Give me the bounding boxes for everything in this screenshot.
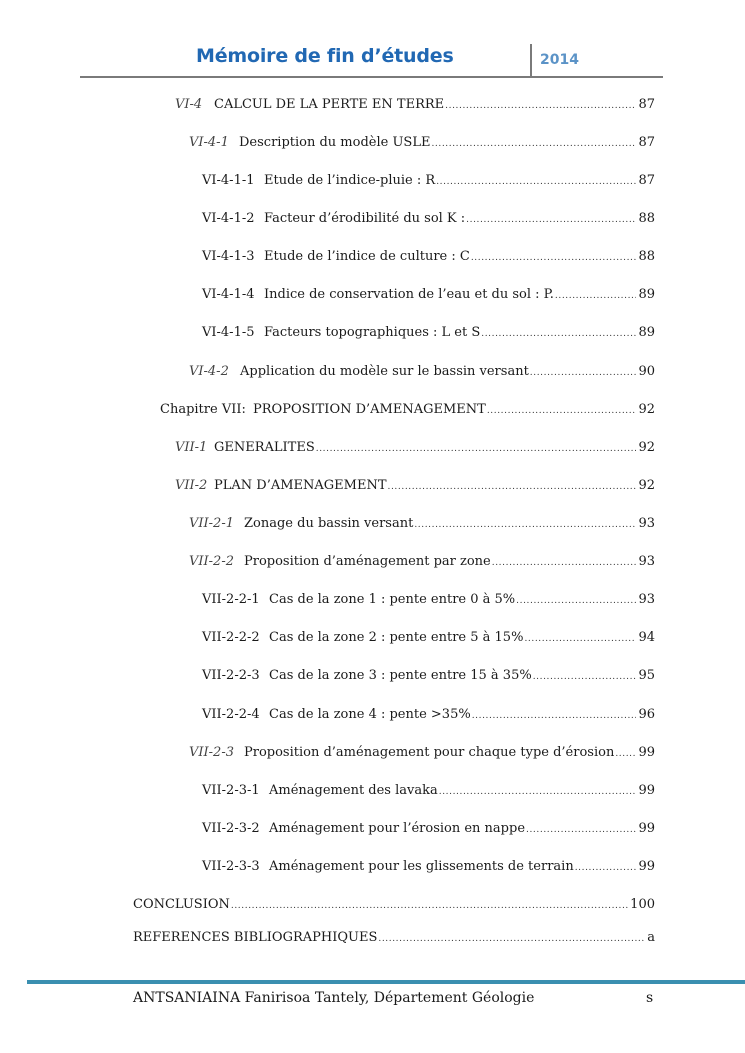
toc-entry[interactable]: [202, 324, 655, 342]
toc-entry-title: Etude de l’indice-pluie : R: [264, 173, 436, 188]
toc-leader-dots: [436, 173, 636, 191]
footer-divider: [27, 980, 745, 984]
toc-entry-number: VI-4-1-3: [202, 249, 255, 264]
toc-leader-dots: [471, 249, 637, 267]
toc-entry[interactable]: [175, 439, 655, 457]
toc-entry-title: GENERALITES: [214, 440, 315, 455]
toc-entry-page: 92: [638, 402, 655, 417]
toc-entry-title: CALCUL DE LA PERTE EN TERRE: [214, 97, 445, 112]
toc-entry-title: CONCLUSION: [133, 897, 230, 912]
toc-entry-title: Facteurs topographiques : L et S: [264, 325, 481, 340]
toc-leader-dots: [533, 668, 637, 686]
toc-entry-page: 99: [638, 745, 655, 760]
toc-entry-number: VI-4-2: [189, 364, 229, 379]
toc-entry[interactable]: [202, 286, 655, 304]
toc-leader-dots: [414, 516, 636, 534]
toc-leader-dots: [481, 325, 636, 343]
toc-entry-number: VI-4-1: [189, 135, 229, 150]
toc-entry-number: VII-2-1: [189, 516, 234, 531]
toc-leader-dots: [575, 859, 637, 877]
toc-entry-title: Application du modèle sur le bassin versant: [240, 364, 529, 379]
toc-entry[interactable]: [202, 210, 655, 228]
toc-entry-title: Cas de la zone 3 : pente entre 15 à 35%: [269, 668, 532, 683]
toc-entry[interactable]: [202, 172, 655, 190]
toc-entry-number: Chapitre VII:: [160, 402, 246, 417]
toc-entry-number: VII-2-3-1: [202, 783, 260, 798]
toc-entry-title: Aménagement pour l’érosion en nappe: [269, 821, 526, 836]
toc-entry-number: VII-2-2-2: [202, 630, 260, 645]
toc-entry[interactable]: [202, 820, 655, 838]
toc-entry-title: Description du modèle USLE: [239, 135, 431, 150]
footer-page-number: s: [646, 990, 654, 1006]
toc-entry-page: 92: [638, 440, 655, 455]
toc-entry-page: 89: [638, 325, 655, 340]
toc-entry-page: 93: [638, 554, 655, 569]
toc-entry-number: VII-2-3-2: [202, 821, 260, 836]
toc-entry-number: VII-2-2: [189, 554, 234, 569]
toc-entry-title: PROPOSITION D’AMENAGEMENT: [253, 402, 486, 417]
toc-entry-page: 99: [638, 859, 655, 874]
toc-leader-dots: [492, 554, 637, 572]
toc-entry-title: Facteur d’érodibilité du sol K :: [264, 211, 466, 226]
toc-entry-page: 90: [638, 364, 655, 379]
toc-leader-dots: [445, 97, 636, 115]
toc-entry-number: VI-4-1-1: [202, 173, 255, 188]
toc-entry-number: VII-2: [175, 478, 208, 493]
toc-entry-page: 92: [638, 478, 655, 493]
toc-entry-page: 99: [638, 821, 655, 836]
toc-entry-title: Cas de la zone 2 : pente entre 5 à 15%: [269, 630, 524, 645]
toc-entry[interactable]: [202, 782, 655, 800]
toc-entry-page: 87: [638, 97, 655, 112]
toc-entry[interactable]: [175, 96, 655, 114]
header-divider: [80, 76, 663, 78]
toc-entry-title: PLAN D’AMENAGEMENT: [214, 478, 387, 493]
toc-entry[interactable]: [202, 248, 655, 266]
toc-leader-dots: [555, 287, 637, 305]
toc-leader-dots: [378, 930, 645, 948]
toc-entry[interactable]: [133, 929, 655, 947]
toc-entry[interactable]: [189, 744, 655, 762]
toc-entry[interactable]: [202, 667, 655, 685]
toc-entry[interactable]: [189, 134, 655, 152]
toc-entry[interactable]: [189, 363, 655, 381]
toc-entry-title: Indice de conservation de l’eau et du sol : P.: [264, 287, 554, 302]
toc-entry-title: Etude de l’indice de culture : C: [264, 249, 470, 264]
toc-entry[interactable]: [202, 706, 655, 724]
toc-entry-page: 95: [638, 668, 655, 683]
toc-entry[interactable]: [202, 858, 655, 876]
toc-leader-dots: [487, 402, 637, 420]
toc-entry-number: VII-2-3-3: [202, 859, 260, 874]
toc-leader-dots: [439, 783, 637, 801]
header-separator: [530, 44, 532, 76]
toc-entry-title: Aménagement pour les glissements de terrain: [269, 859, 574, 874]
toc-entry-page: 93: [638, 516, 655, 531]
toc-leader-dots: [466, 211, 636, 229]
toc-leader-dots: [472, 707, 637, 725]
toc-leader-dots: [524, 630, 636, 648]
toc-entry-title: Cas de la zone 1 : pente entre 0 à 5%: [269, 592, 516, 607]
toc-entry-page: 89: [638, 287, 655, 302]
toc-entry-page: 88: [638, 249, 655, 264]
toc-entry[interactable]: [133, 896, 655, 914]
toc-entry-number: VI-4-1-4: [202, 287, 255, 302]
document-title: Mémoire de fin d’études: [196, 45, 454, 67]
toc-entry-number: VII-2-2-1: [202, 592, 260, 607]
toc-entry-number: VI-4-1-5: [202, 325, 255, 340]
toc-entry-page: 93: [638, 592, 655, 607]
toc-entry-title: Proposition d’aménagement pour chaque type d’érosion: [244, 745, 615, 760]
toc-entry-page: 94: [638, 630, 655, 645]
toc-entry-page: 96: [638, 707, 655, 722]
toc-entry-title: Zonage du bassin versant: [244, 516, 414, 531]
toc-entry-title: Cas de la zone 4 : pente >35%: [269, 707, 471, 722]
toc-entry-number: VII-2-2-3: [202, 668, 260, 683]
toc-entry-number: VII-2-2-4: [202, 707, 260, 722]
toc-entry-page: 88: [638, 211, 655, 226]
toc-entry[interactable]: [175, 477, 655, 495]
toc-entry-title: Proposition d’aménagement par zone: [244, 554, 491, 569]
toc-entry-title: REFERENCES BIBLIOGRAPHIQUES: [133, 930, 378, 945]
toc-leader-dots: [231, 897, 628, 915]
footer-author: ANTSANIAINA Fanirisoa Tantely, Département Géologie: [133, 990, 535, 1006]
toc-entry-number: VII-2-3: [189, 745, 234, 760]
toc-leader-dots: [526, 821, 636, 839]
toc-leader-dots: [388, 478, 637, 496]
toc-entry-number: VI-4: [175, 97, 203, 112]
toc-entry-title: Aménagement des lavaka: [269, 783, 438, 798]
toc-entry-page: 87: [638, 173, 655, 188]
toc-entry-page: a: [647, 930, 655, 945]
toc-leader-dots: [316, 440, 637, 458]
toc-entry[interactable]: [202, 591, 655, 609]
toc-entry[interactable]: [189, 515, 655, 533]
toc-leader-dots: [615, 745, 636, 763]
toc-entry[interactable]: [160, 401, 655, 419]
toc-leader-dots: [516, 592, 636, 610]
toc-entry-number: VII-1: [175, 440, 208, 455]
document-year: 2014: [540, 52, 579, 68]
toc-entry-page: 87: [638, 135, 655, 150]
toc-entry[interactable]: [189, 553, 655, 571]
toc-entry[interactable]: [202, 629, 655, 647]
toc-entry-page: 99: [638, 783, 655, 798]
toc-entry-page: 100: [630, 897, 655, 912]
toc-leader-dots: [431, 135, 636, 153]
toc-leader-dots: [530, 364, 637, 382]
toc-entry-number: VI-4-1-2: [202, 211, 255, 226]
